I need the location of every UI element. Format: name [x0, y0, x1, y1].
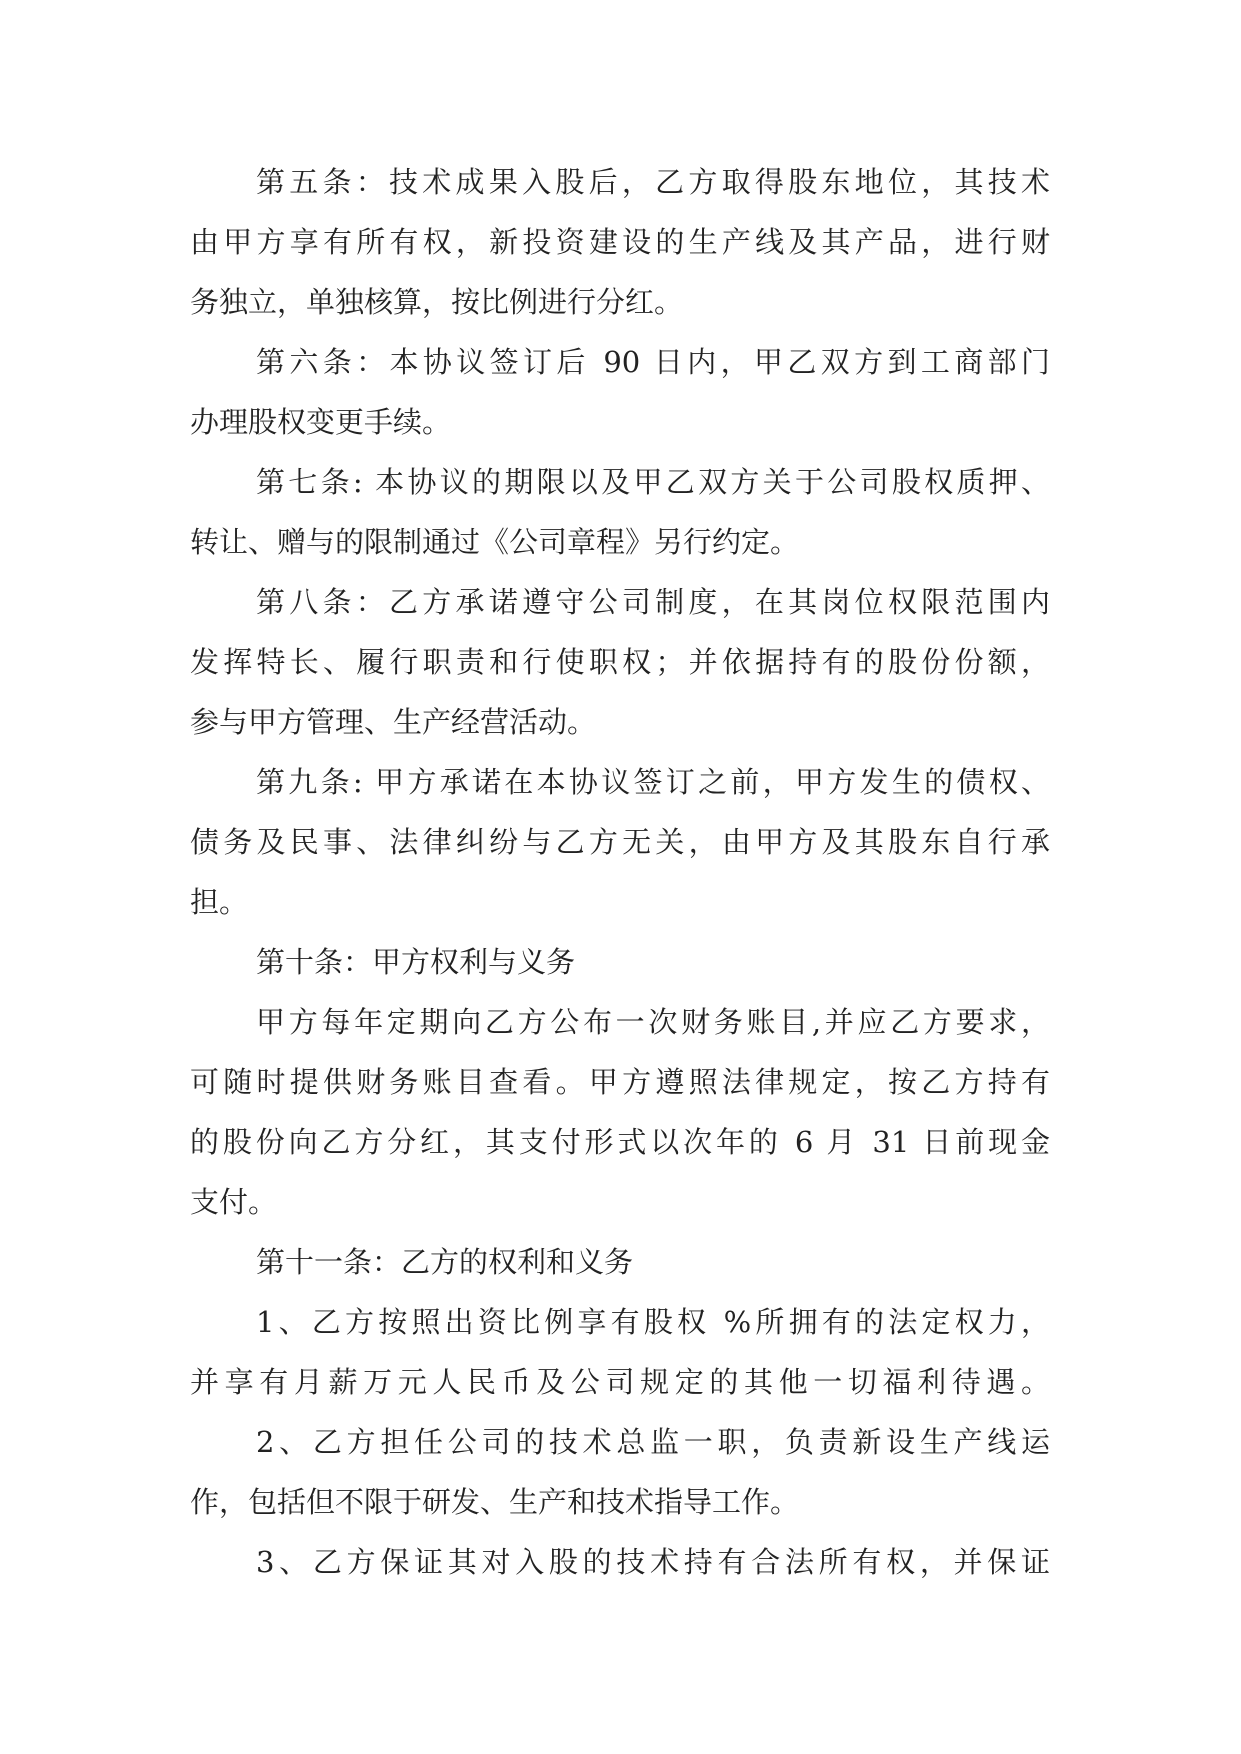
text-line: 办理股权变更手续。	[190, 405, 452, 439]
text-line: 第十一条：乙方的权利和义务	[256, 1245, 634, 1279]
text-line: 作，包括但不限于研发、生产和技术指导工作。	[190, 1485, 800, 1519]
text-line: 发挥特长、履行职责和行使职权；并依据持有的股份份额，	[190, 645, 1050, 679]
text-line: 第七条: 本协议的期限以及甲乙双方关于公司股权质押、	[256, 465, 1050, 499]
text-line: 第十条：甲方权利与义务	[256, 945, 576, 979]
text-line: 务独立，单独核算，按比例进行分红。	[190, 285, 684, 319]
text-line: 由甲方享有所有权，新投资建设的生产线及其产品，进行财	[190, 225, 1050, 259]
text-line: 甲方每年定期向乙方公布一次财务账目,并应乙方要求，	[256, 1005, 1050, 1039]
text-line: 第五条：技术成果入股后，乙方取得股东地位，其技术	[256, 165, 1050, 199]
text-line: 1、乙方按照出资比例享有股权 %所拥有的法定权力，	[256, 1305, 1050, 1339]
text-line: 可随时提供财务账目查看。甲方遵照法律规定，按乙方持有	[190, 1065, 1050, 1099]
text-line: 第六条：本协议签订后 90 日内，甲乙双方到工商部门	[256, 345, 1050, 379]
text-line: 的股份向乙方分红，其支付形式以次年的 6 月 31 日前现金	[190, 1125, 1050, 1159]
text-line: 第九条: 甲方承诺在本协议签订之前，甲方发生的债权、	[256, 765, 1050, 799]
text-line: 2、乙方担任公司的技术总监一职，负责新设生产线运	[256, 1425, 1050, 1459]
text-line: 参与甲方管理、生产经营活动。	[190, 705, 597, 739]
text-line: 3、乙方保证其对入股的技术持有合法所有权，并保证	[256, 1545, 1050, 1579]
text-line: 担。	[190, 885, 249, 919]
document-body	[190, 152, 1050, 1592]
text-line: 第八条：乙方承诺遵守公司制度，在其岗位权限范围内	[256, 585, 1050, 619]
text-line: 转让、赠与的限制通过《公司章程》另行约定。	[190, 525, 800, 559]
text-line: 支付。	[190, 1185, 278, 1219]
text-line: 债务及民事、法律纠纷与乙方无关，由甲方及其股东自行承	[190, 825, 1050, 859]
text-line: 并享有月薪万元人民币及公司规定的其他一切福利待遇。	[190, 1365, 1050, 1399]
